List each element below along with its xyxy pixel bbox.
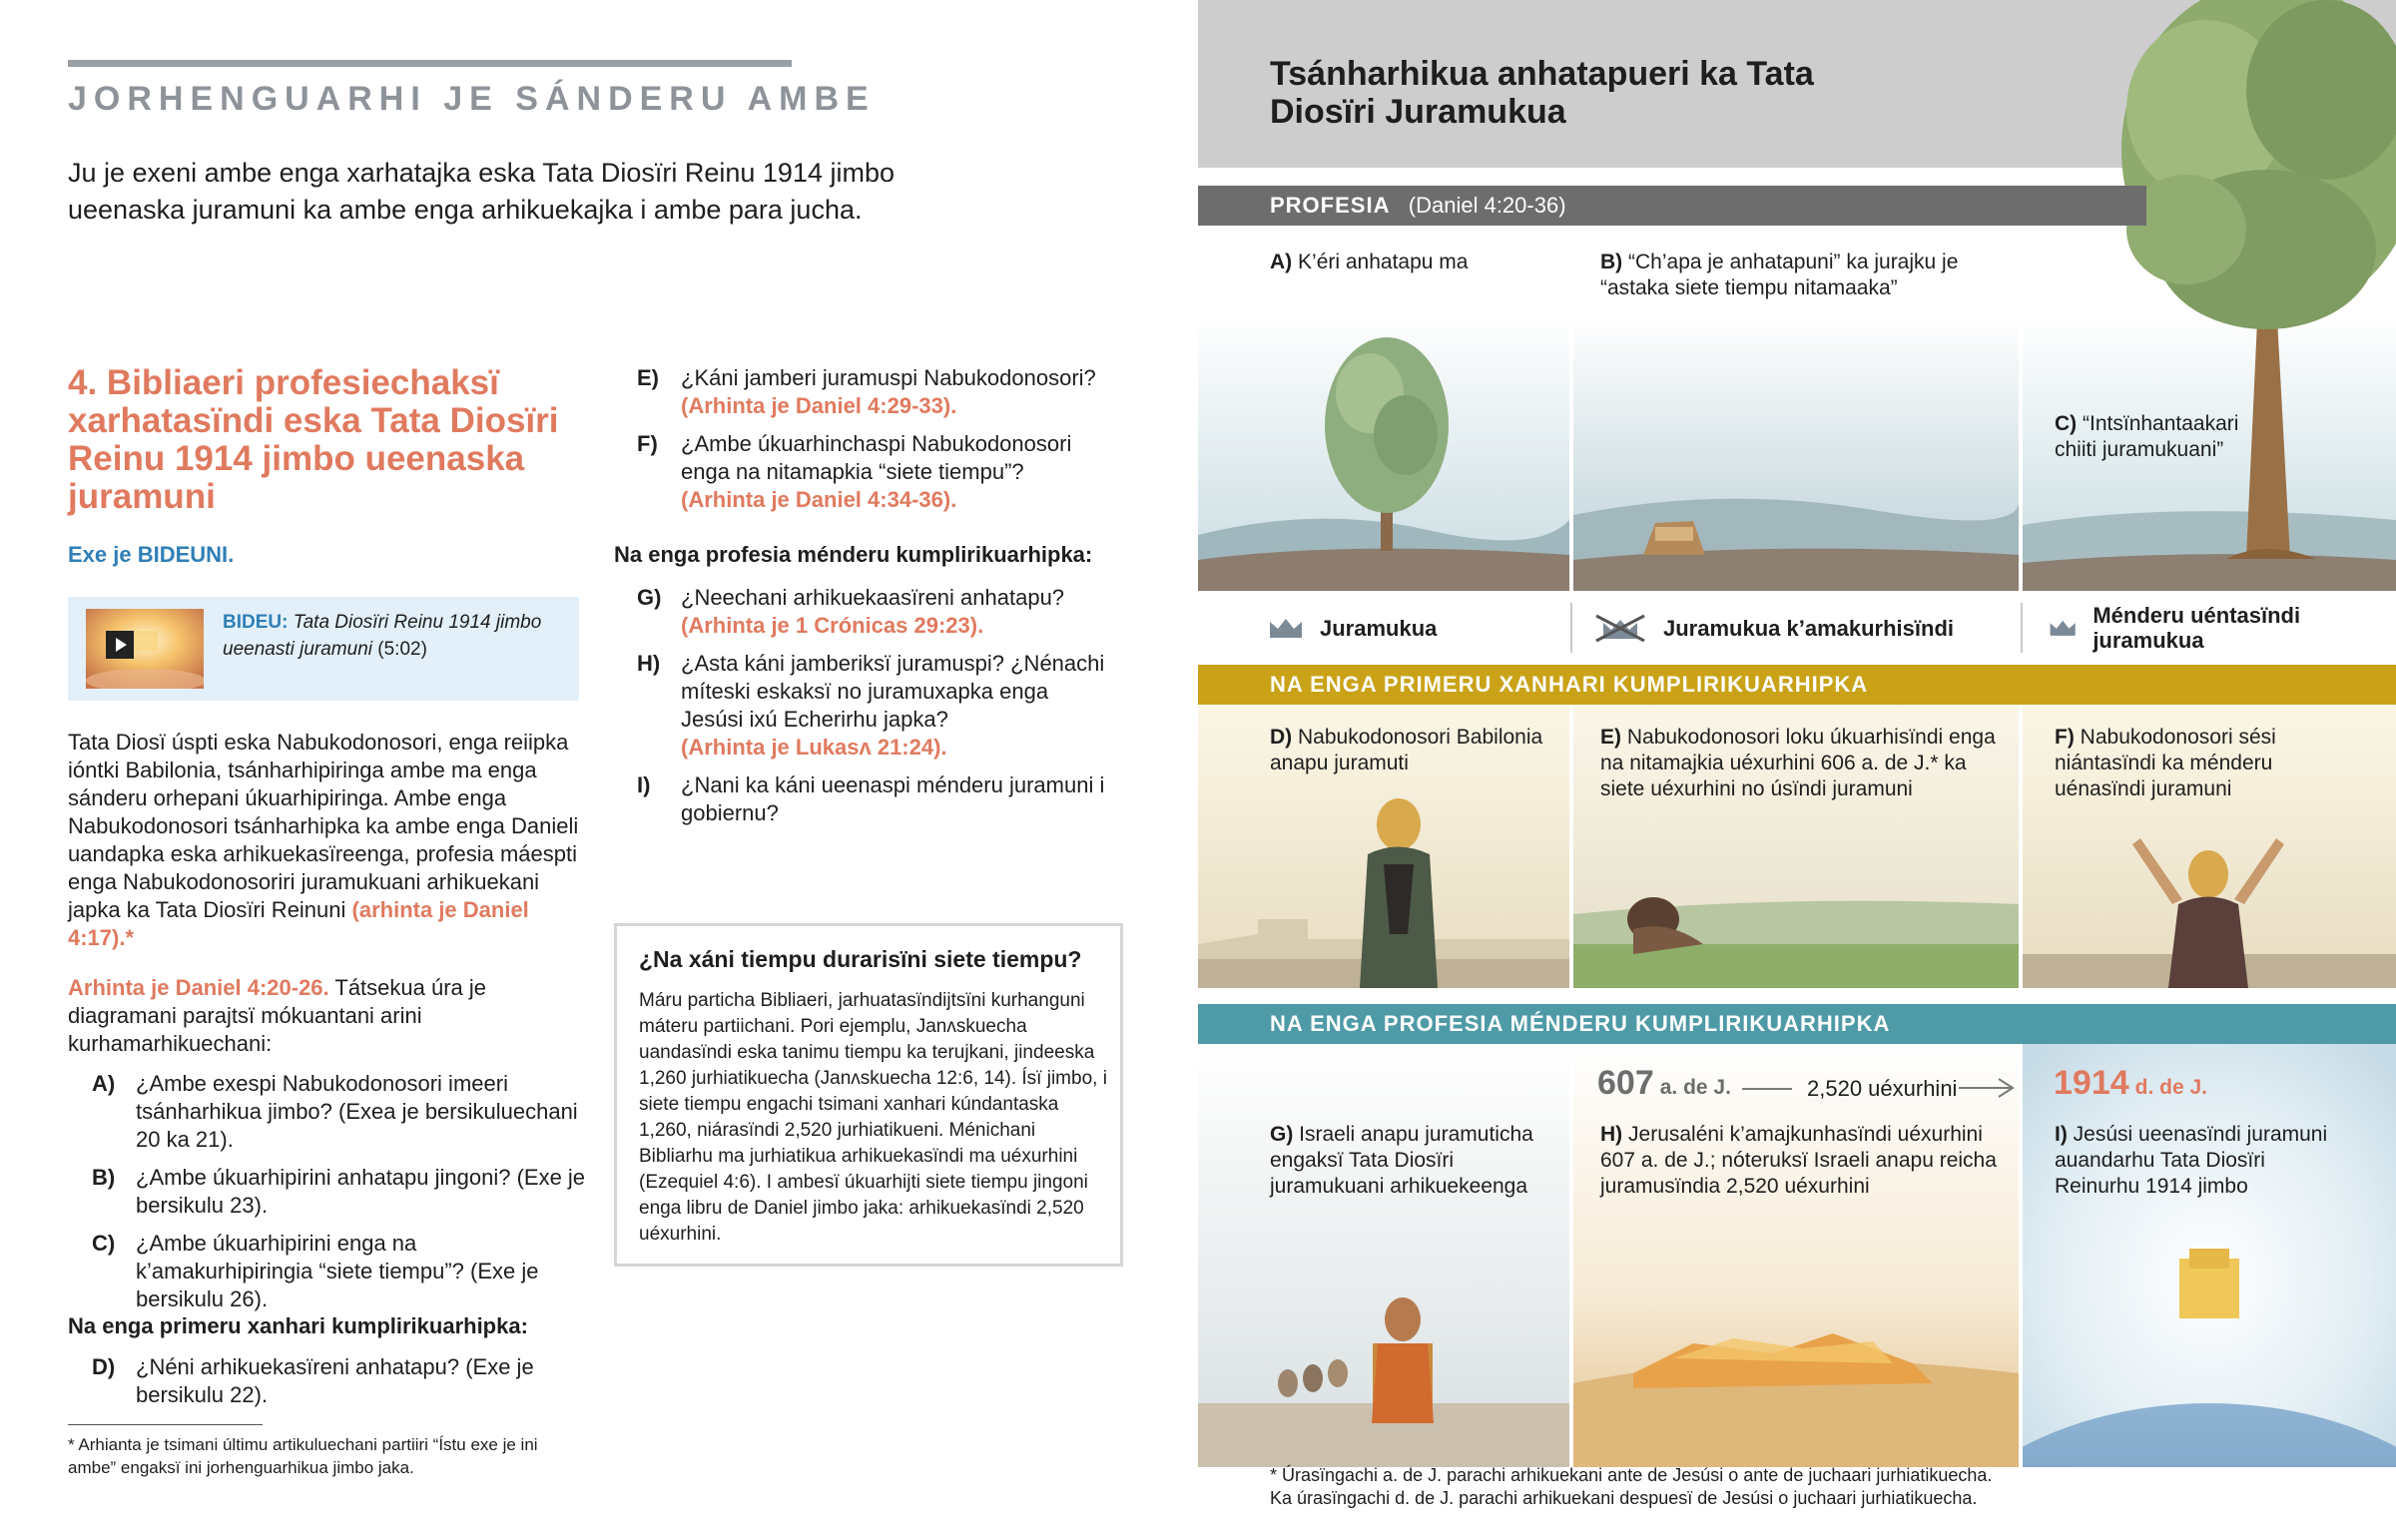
major-cell-i — [2023, 1044, 2396, 1467]
scripture-reference[interactable]: (Arhinta je Daniel 4:29-33). — [681, 393, 957, 418]
prophecy-band — [1198, 186, 2146, 226]
footnote-right-line-1: * Úrasïngachi a. de J. parachi arhikuekani ante de Jesúsi o ante de juchaari jurhiatikuecha. — [1270, 1465, 1993, 1485]
caption-c — [2055, 411, 2254, 463]
caption-text: K’éri anhatapu ma — [1298, 251, 1469, 273]
question-item — [92, 1230, 591, 1313]
caption-letter: G) — [1270, 1123, 1294, 1146]
large-tree-illustration — [1198, 315, 1569, 591]
paragraph-1-reference[interactable]: (arhinta je Daniel 4:17).* — [68, 897, 529, 950]
paragraph-2-text: Tátsekua úra je diagramani parajtsï mókuantani arini kurhamarhikuechani: — [68, 975, 487, 1056]
footnote-left: * Arhianta je tsimani últimu artikuluechani partiiri “Ístu exe je ini ambe” engaksï ini jorhenguarhikua jimbo jaka. — [68, 1435, 538, 1477]
caption-b — [1600, 250, 1980, 301]
caption-e — [1600, 725, 2000, 802]
timeline-start-year: 607 — [1597, 1064, 1654, 1102]
major-cell-g — [1198, 1044, 1569, 1467]
caption-letter: B) — [1600, 251, 1623, 273]
question-item — [92, 1164, 591, 1220]
video-caption[interactable] — [223, 609, 562, 663]
question-item — [637, 771, 1116, 827]
tall-tree-illustration — [2077, 0, 2396, 565]
column-divider — [2021, 603, 2023, 653]
question-list-left-2 — [92, 1353, 591, 1419]
intro-text: Ju je exeni ambe enga xarhatajka eska Tata Diosïri Reinu 1914 jimbo ueenaska juramuni ka ambe enga arhikuekajka i ambe para jucha. — [68, 158, 895, 225]
footnote-rule — [68, 1424, 263, 1425]
caption-a — [1270, 250, 1569, 275]
caption-text: Nabukodonosori Babilonia anapu juramuti — [1270, 726, 1543, 774]
video-thumbnail-image — [86, 609, 204, 689]
crossed-crown-icon — [1593, 613, 1647, 643]
question-text: ¿Néni arhikuekasïreni anhatapu? (Exe je bersikulu 22). — [136, 1354, 534, 1407]
top-rule — [68, 60, 792, 67]
timeline-start — [1597, 1064, 1731, 1103]
prophecy-band-label: PROFESIA — [1270, 193, 1390, 218]
caption-letter: I) — [2055, 1123, 2068, 1146]
lesson-title: 4. Bibliaeri profesiechaksï xarhatasïndi eska Tata Diosïri Reinu 1914 jimbo ueenaska juramuni — [68, 363, 559, 516]
column-separator — [1569, 705, 1573, 988]
question-letter: B) — [92, 1165, 116, 1190]
video-title[interactable]: Tata Diosïri Reinu 1914 jimbo ueenasti juramuni — [223, 612, 542, 660]
caption-letter: E) — [1600, 726, 1621, 749]
footnote-right-line-2: Ka úrasïngachi d. de J. parachi arhikuekani despuesï de Jesúsi o juchaari jurhiatikuecha. — [1270, 1488, 1978, 1508]
prophecy-cell-a — [1198, 315, 1569, 591]
question-list-middle — [637, 364, 1116, 524]
timeline-end — [2054, 1064, 2207, 1103]
caption-letter: A) — [1270, 251, 1293, 273]
rulership-label-text: Juramukua — [1320, 615, 1438, 641]
caption-text: Jesúsi ueenasïndi juramuni auandarhu Tata Diosïri Reinurhu 1914 jimbo — [2055, 1123, 2328, 1198]
arrow-right-icon — [1957, 1076, 2017, 1100]
major-cell-h — [1573, 1044, 2019, 1467]
major-fulfillment-band: NA ENGA PROFESIA MÉNDERU KUMPLIRIKUARHIPKA — [1198, 1004, 2396, 1044]
column-separator — [2019, 705, 2023, 988]
video-card[interactable] — [68, 597, 579, 701]
timeline-end-year: 1914 — [2054, 1064, 2129, 1102]
question-item — [637, 584, 1116, 640]
rulership-label-3 — [2049, 593, 2348, 663]
heavenly-kingdom-illustration — [2023, 1044, 2396, 1467]
caption-letter: D) — [1270, 726, 1293, 749]
timeline-duration: 2,520 uéxurhini — [1807, 1076, 1958, 1101]
question-text: ¿Ambe úkuarhinchaspi Nabukodonosori enga na nitamapkia “siete tiempu”? — [681, 431, 1072, 484]
caption-letter: F) — [2055, 726, 2075, 749]
video-label: BIDEU: — [223, 612, 289, 633]
column-separator — [1569, 1044, 1573, 1467]
first-fulfillment-band: NA ENGA PRIMERU XANHARI KUMPLIRIKUARHIPKA — [1198, 665, 2396, 705]
section-heading: JORHENGUARHI JE SÁNDERU AMBE — [68, 80, 876, 118]
question-letter: D) — [92, 1354, 116, 1379]
question-item — [637, 650, 1116, 762]
timeline-line — [1742, 1088, 1792, 1090]
info-box-text: Máru particha Bibliaeri, jarhuatasïndijtsïni kurhanguni máteru partiichani. Pori ejemplu, Janʌskuecha uandasïndi eska tanimu tiempu ka terujkani, jindeeska 1,260 jurhiatikuecha (Janʌskuecha 12:6, 14). Ísï jimbo, i siete tiempu engachi tsimani xanhari kúndantaska 1,260, niárasïndi 2,520 jurhiatikueni. Ménichani Bibliarhu ma jurhiatikua arhikuekasïndi ma uéxurhini (Ezequiel 4:6). I ambesï úkuarhijti siete tiempu jingoni enga libru de Daniel jimbo jaka: arhikuekasïndi 2,520 uéxurhini. — [639, 990, 1107, 1245]
question-letter: I) — [637, 772, 651, 797]
video-duration: (5:02) — [377, 639, 427, 660]
caption-text: “Ch’apa je anhatapuni” ka jurajku je “astaka siete tiempu nitamaaka” — [1600, 251, 1959, 299]
info-box — [614, 923, 1123, 1267]
stump-illustration — [1573, 315, 2019, 591]
footnote-right — [1270, 1464, 2368, 1510]
caption-d — [1270, 725, 1549, 776]
subheading-first-fulfillment: Na enga primeru xanhari kumplirikuarhipka: — [68, 1313, 528, 1338]
question-text: ¿Ambe exespi Nabukodonosori imeeri tsánharhikua jimbo? (Exea je bersikuluechani 20 ka 21). — [136, 1071, 578, 1152]
watch-instruction: Exe je BIDEUNI. — [68, 542, 235, 567]
israelite-king-illustration — [1198, 1044, 1569, 1467]
info-box-title: ¿Na xáni tiempu durarisïni siete tiempu? — [639, 946, 1082, 972]
scripture-reference[interactable]: (Arhinta je Lukasʌ 21:24). — [681, 735, 947, 760]
paragraph-2-reference[interactable]: Arhinta je Daniel 4:20-26. — [68, 975, 329, 1000]
caption-text: “Intsïnhantaakari chiiti juramukuani” — [2055, 412, 2239, 461]
question-letter: A) — [92, 1071, 116, 1096]
scripture-reference[interactable]: (Arhinta je 1 Crónicas 29:23). — [681, 613, 984, 638]
question-letter: H) — [637, 651, 661, 676]
caption-g — [1270, 1122, 1544, 1200]
timeline-start-era: a. de J. — [1659, 1076, 1731, 1099]
question-letter: F) — [637, 431, 658, 456]
question-item — [637, 430, 1116, 514]
crown-icon — [2049, 616, 2077, 640]
question-text: ¿Káni jamberi juramuspi Nabukodonosori? — [681, 365, 1096, 390]
rulership-label-2 — [1593, 593, 1954, 663]
question-item — [637, 364, 1116, 420]
caption-text: Nabukodonosori sési niántasïndi ka ménderu uénasïndi juramuni — [2055, 726, 2276, 800]
question-letter: G) — [637, 585, 662, 610]
question-letter: E) — [637, 365, 659, 390]
scripture-reference[interactable]: (Arhinta je Daniel 4:34-36). — [681, 487, 957, 512]
rulership-row — [1198, 593, 2396, 663]
column-divider — [1570, 603, 1572, 653]
crown-icon — [1268, 616, 1304, 640]
caption-text: Israeli anapu juramuticha engaksï Tata Diosïri juramukuani arhikuekeenga — [1270, 1123, 1533, 1198]
question-text: ¿Neechani arhikuekaasïreni anhatapu? — [681, 585, 1065, 610]
rulership-label-1 — [1268, 593, 1437, 663]
subheading-major-fulfillment: Na enga profesia ménderu kumplirikuarhipka: — [614, 542, 1093, 567]
question-text: ¿Asta káni jamberiksï juramuspi? ¿Nénachi míteski eskaksï no juramuxapka enga Jesúsi ixú Echerirhu japka? — [681, 651, 1105, 732]
prophecy-band-reference[interactable]: (Daniel 4:20-36) — [1408, 193, 1566, 218]
caption-text: Nabukodonosori loku úkuarhisïndi enga na nitamajkia uéxurhini 606 a. de J.* ka siete uéxurhini no úsïndi juramuni — [1600, 726, 1996, 800]
question-list-left — [92, 1070, 591, 1323]
paragraph-1-text: Tata Diosï úspti eska Nabukodonosori, enga reiipka ióntki Babilonia, tsánharhipiringa ambe ma enga sánderu orhepani úkuarhipiringa. Ambe enga Nabukodonosori tsánharhipka ka ambe enga Danieli uandapka eska arhikuekasïreenga, profesia máespti enga Nabukodonosoriri juramukuani arhikuekani japka ka Tata Diosïri Reinuni — [68, 730, 579, 922]
play-icon[interactable] — [106, 631, 134, 659]
column-separator — [2019, 1044, 2023, 1467]
caption-letter: H) — [1600, 1123, 1623, 1146]
rulership-label-text: Juramukua k’amakurhisïndi — [1663, 615, 1954, 641]
question-list-middle-2 — [637, 584, 1116, 837]
prophecy-cell-b — [1573, 315, 2019, 591]
question-text: ¿Ambe úkuarhipirini anhatapu jingoni? (Exe je bersikulu 23). — [136, 1165, 586, 1218]
video-thumbnail[interactable] — [86, 609, 204, 689]
paragraph-1 — [68, 729, 582, 952]
rulership-label-text: Ménderu uéntasïndi juramukua — [2093, 603, 2301, 653]
caption-f — [2055, 725, 2354, 802]
caption-h — [1600, 1122, 2000, 1200]
caption-text: Jerusaléni k’amajkunhasïndi uéxurhini 607 a. de J.; nóteruksï Israeli anapu reicha juramusïndia 2,520 uéxurhini — [1600, 1123, 1997, 1198]
timeline-end-era: d. de J. — [2134, 1076, 2207, 1099]
chart-title: Tsánharhikua anhatapueri ka Tata Diosïri Juramukua — [1270, 55, 1814, 131]
question-item — [92, 1070, 591, 1154]
caption-letter: C) — [2055, 412, 2078, 435]
question-letter: C) — [92, 1231, 116, 1256]
question-text: ¿Ambe úkuarhipirini enga na k’amakurhipiringia “siete tiempu”? (Exe je bersikulu 26). — [136, 1231, 539, 1311]
jerusalem-destroyed-illustration — [1573, 1044, 2019, 1467]
question-text: ¿Nani ka káni ueenaspi ménderu juramuni i gobiernu? — [681, 772, 1105, 825]
question-item — [92, 1353, 591, 1409]
paragraph-2 — [68, 974, 582, 1058]
caption-i — [2055, 1122, 2354, 1200]
